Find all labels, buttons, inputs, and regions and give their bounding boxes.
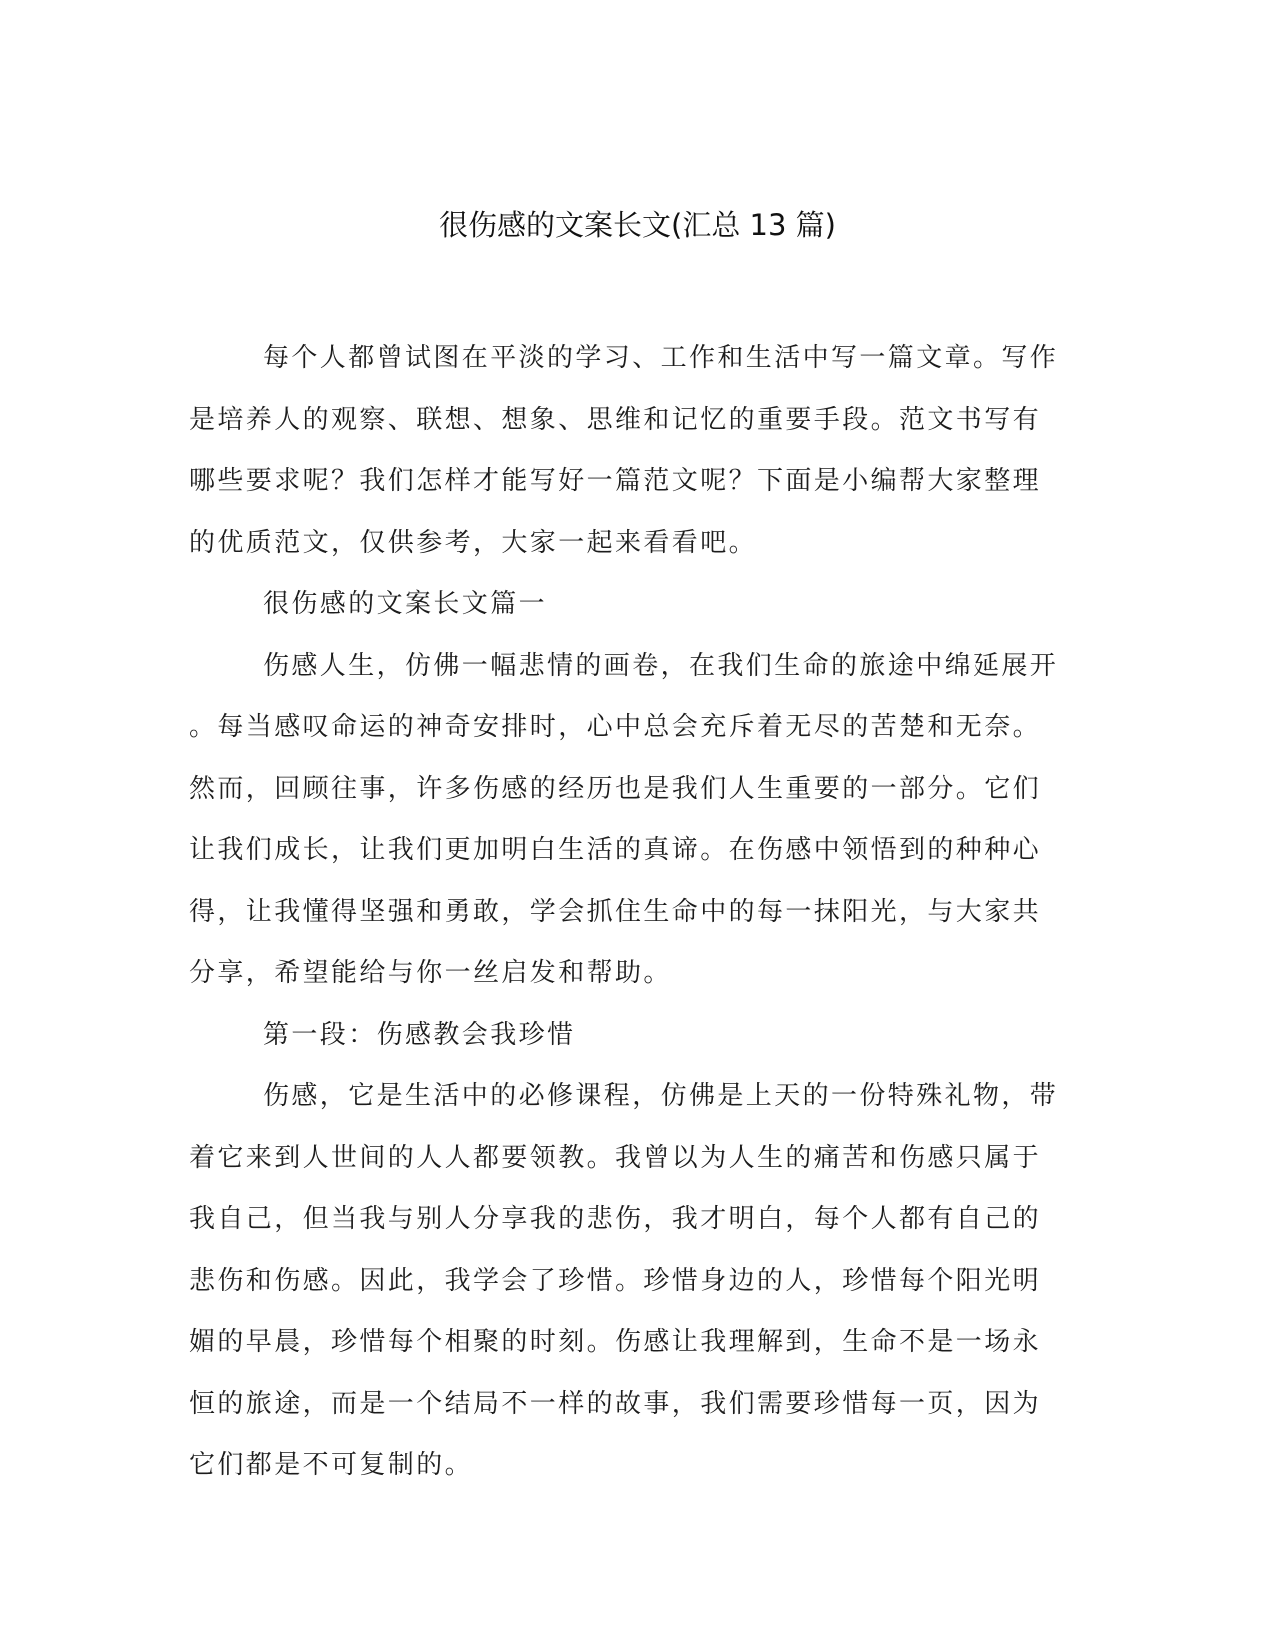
text-line: 得，让我懂得坚强和勇敢，学会抓住生命中的每一抹阳光，与大家共 (189, 896, 1042, 927)
text-line: 的优质范文，仅供参考，大家一起来看看吧。 (189, 527, 758, 558)
body-paragraph (189, 636, 1075, 1005)
document-body (189, 328, 1075, 1497)
text-line: 让我们成长，让我们更加明白生活的真谛。在伤感中领悟到的种种心 (189, 835, 1042, 865)
section-heading (189, 574, 1075, 636)
text-line: 我自己，但当我与别人分享我的悲伤，我才明白，每个人都有自己的 (189, 1204, 1042, 1234)
document-title: 很伤感的文案长文(汇总 13 篇) (439, 208, 836, 242)
text-line: 媚的早晨，珍惜每个相聚的时刻。伤感让我理解到，生命不是一场永 (189, 1327, 1042, 1357)
text-line: 伤感人生，仿佛一幅悲情的画卷，在我们生命的旅途中绵延展开 (263, 650, 1059, 681)
section-heading-text: 很伤感的文案长文篇一 (263, 589, 548, 619)
intro-paragraph (189, 328, 1075, 574)
text-line: 着它来到人世间的人人都要领教。我曾以为人生的痛苦和伤感只属于 (189, 1142, 1042, 1173)
text-line: 是培养人的观察、联想、想象、思维和记忆的重要手段。范文书写有 (189, 404, 1042, 435)
text-line: 悲伤和伤感。因此，我学会了珍惜。珍惜身边的人，珍惜每个阳光明 (189, 1265, 1042, 1296)
text-line: 。每当感叹命运的神奇安排时，心中总会充斥着无尽的苦楚和无奈。 (189, 712, 1042, 742)
text-line: 然而，回顾往事，许多伤感的经历也是我们人生重要的一部分。它们 (189, 773, 1042, 804)
section-heading-text: 第一段：伤感教会我珍惜 (263, 1019, 576, 1050)
text-line: 分享，希望能给与你一丝启发和帮助。 (189, 958, 672, 988)
text-line: 它们都是不可复制的。 (189, 1450, 474, 1480)
text-line: 伤感，它是生活中的必修课程，仿佛是上天的一份特殊礼物，带 (263, 1081, 1059, 1111)
text-line: 每个人都曾试图在平淡的学习、工作和生活中写一篇文章。写作 (263, 343, 1059, 373)
text-line: 恒的旅途，而是一个结局不一样的故事，我们需要珍惜每一页，因为 (189, 1388, 1042, 1419)
body-paragraph (189, 1066, 1075, 1497)
section-heading (189, 1005, 1075, 1067)
text-line: 哪些要求呢？我们怎样才能写好一篇范文呢？下面是小编帮大家整理 (189, 466, 1042, 496)
